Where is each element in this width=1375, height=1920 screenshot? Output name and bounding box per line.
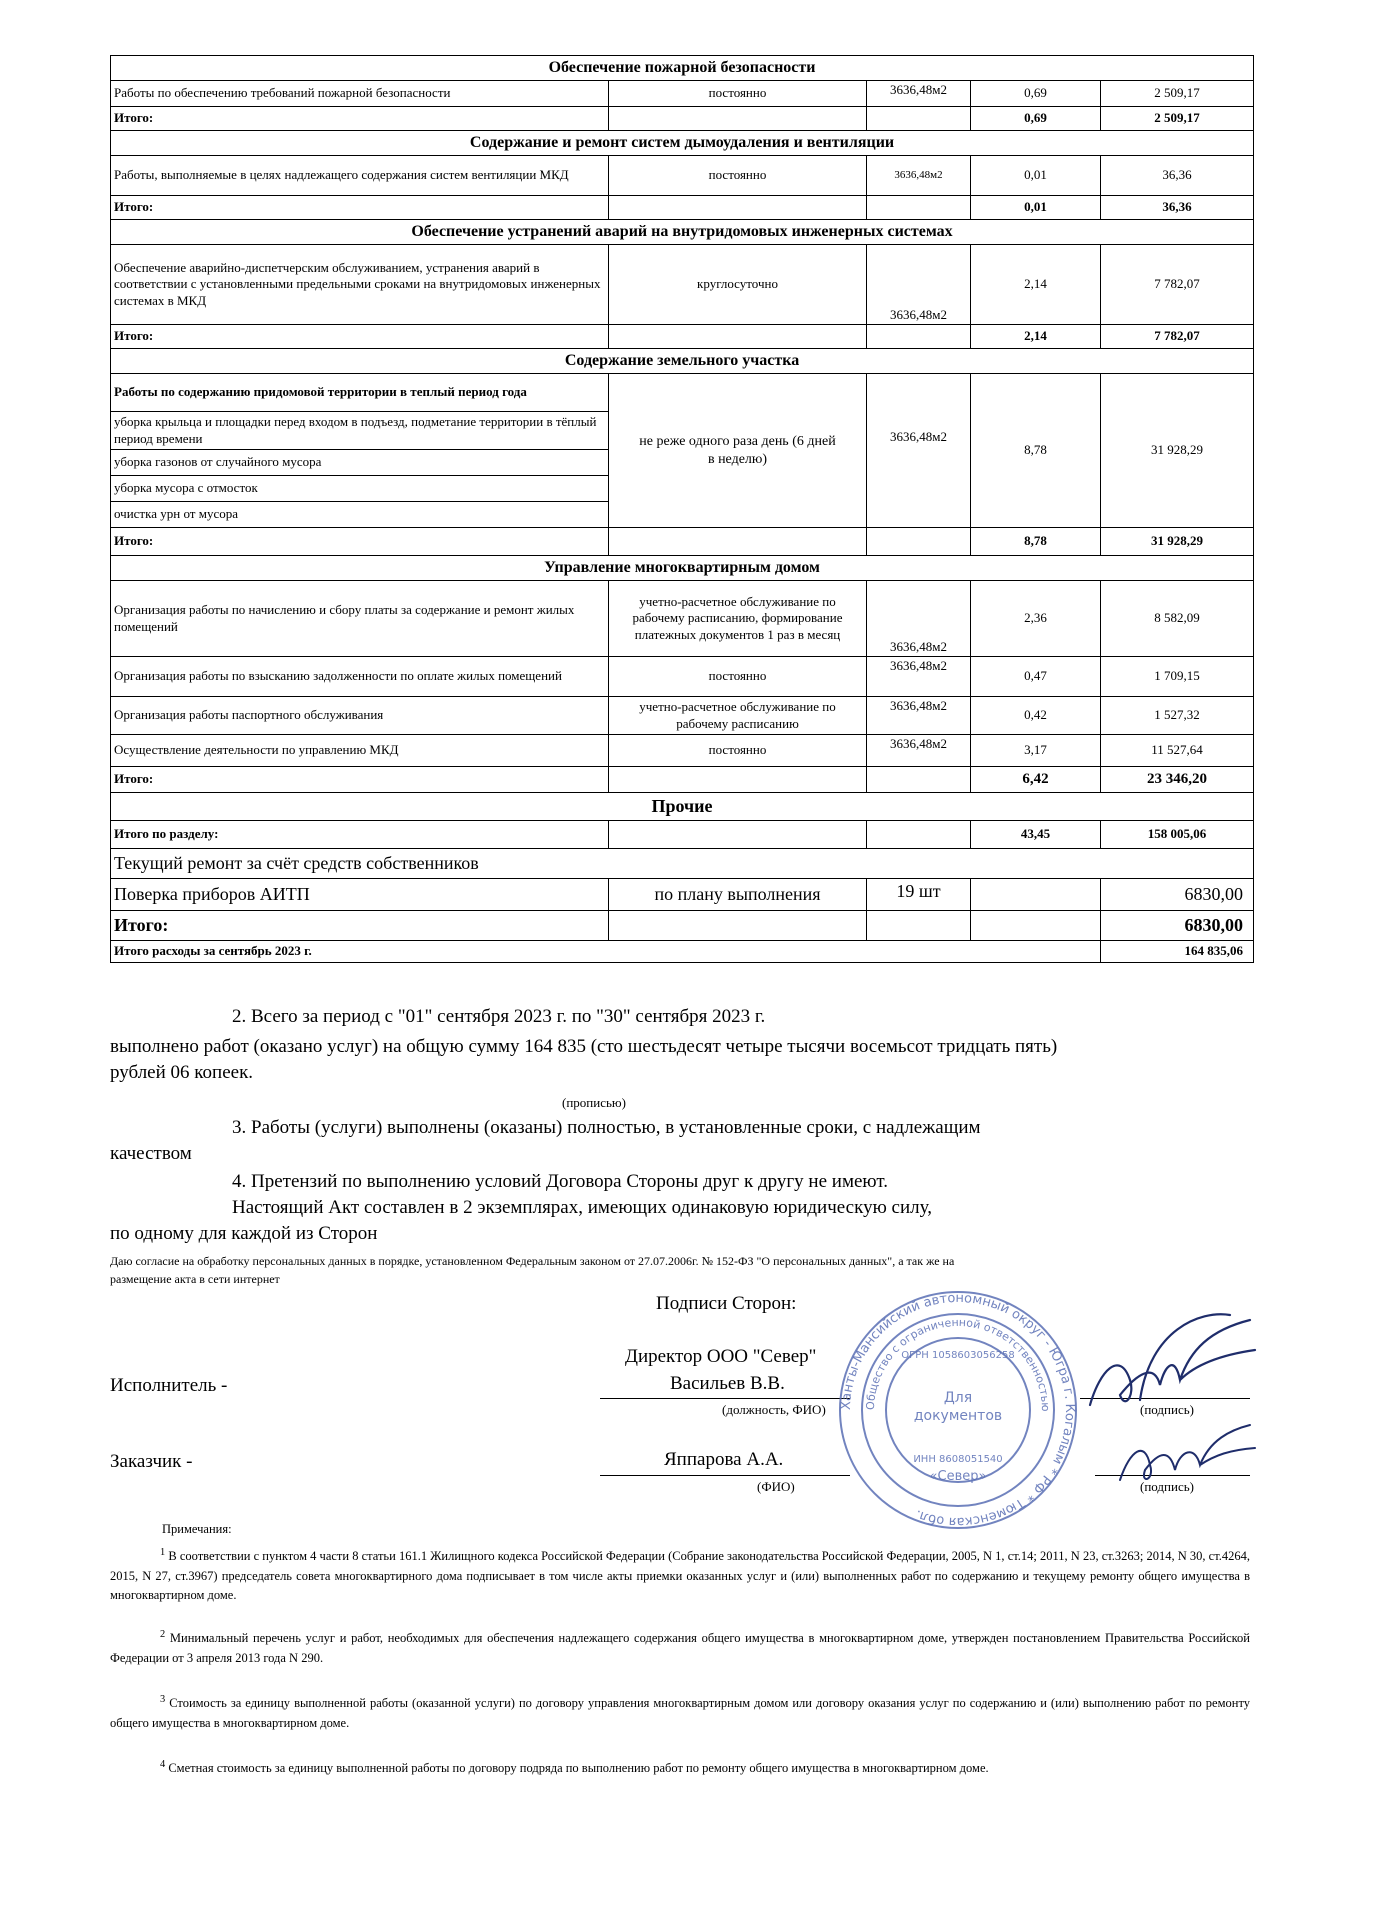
note-4-text: Сметная стоимость за единицу выполненной работы по договору подряда по выполнению работ по ремонту общего имущества в многоквартирном доме. (168, 1761, 989, 1776)
stamp-name: «Север» (929, 1469, 987, 1484)
mgmt-row-2-area: 3636,48м2 (867, 697, 971, 735)
land-row-3: уборка мусора с отмосток (111, 476, 609, 502)
p2-line2: выполнено работ (оказано услуг) на общую сумму 164 835 (сто шестьдесят четыре тысячи восемьсот тридцать пять) (110, 1036, 1058, 1057)
services-table (110, 55, 1254, 963)
mgmt-row-0-area: 3636,48м2 (867, 581, 971, 657)
repair-row-freq: по плану выполнения (609, 878, 867, 910)
month-total-sum: 164 835,06 (1101, 940, 1254, 962)
repair-total-sum: 6830,00 (1101, 910, 1254, 940)
stamp-outer-text: Ханты-Мансийский автономный округ - Югра г. Когалым * РФ * Тюменская обл. (838, 1290, 1078, 1530)
propisyu-caption: (прописью) (562, 1095, 626, 1110)
executor-sign-caption: (подпись) (1140, 1402, 1194, 1417)
section-total-label: Итого по разделу: (111, 820, 609, 848)
executor-name: Васильев В.В. (670, 1373, 785, 1394)
mgmt-total-rate: 6,42 (971, 767, 1101, 793)
emerg-row-freq: круглосуточно (609, 245, 867, 325)
vent-total-label: Итого: (111, 196, 609, 220)
section-total-rate: 43,45 (971, 820, 1101, 848)
note-3-text: Стоимость за единицу выполненной работы (оказанной услуги) по договору управления многоквартирным домом или договору оказания услуг по содержанию и (или) выполнению работ по ремонту общего имущества в многоквартирном доме. (110, 1696, 1251, 1730)
section-mgmt-title: Управление многоквартирным домом (111, 556, 1254, 581)
mgmt-total-label: Итого: (111, 767, 609, 793)
executor-label: Исполнитель - (110, 1375, 228, 1396)
vent-row-rate: 0,01 (971, 156, 1101, 196)
customer-name-line (600, 1475, 850, 1476)
mgmt-row-3-freq: постоянно (609, 735, 867, 767)
repair-total-label: Итого: (111, 910, 609, 940)
mgmt-row-1-rate: 0,47 (971, 657, 1101, 697)
mgmt-row-0-freq: учетно-расчетное обслуживание по рабочему расписанию, формирование платежных документов 1 раз в месяц (609, 581, 867, 657)
land-row-4: очистка урн от мусора (111, 502, 609, 528)
mgmt-total-sum: 23 346,20 (1101, 767, 1254, 793)
emerg-total-rate: 2,14 (971, 325, 1101, 349)
note-3-mark: 3 (160, 1694, 166, 1705)
customer-label: Заказчик - (110, 1451, 193, 1472)
land-freq: не реже одного раза день (6 дней в неделю) (609, 374, 867, 528)
note-1-mark: 1 (160, 1547, 166, 1558)
note-4-mark: 4 (160, 1759, 166, 1770)
customer-name: Яппарова А.А. (664, 1449, 784, 1470)
stamp-inn: ИНН 8608051540 (913, 1454, 1003, 1465)
stamp-inner-text: Общество с ограниченной ответственностью (863, 1315, 1053, 1412)
land-sum: 31 928,29 (1101, 374, 1254, 528)
stamp-center-line1: Для (943, 1390, 973, 1406)
emerg-row-sum: 7 782,07 (1101, 245, 1254, 325)
land-row-1: уборка крыльца и площадки перед входом в подъезд, подметание территории в тёплый период времени (111, 412, 609, 450)
vent-row-area: 3636,48м2 (867, 156, 971, 196)
month-total-label: Итого расходы за сентябрь 2023 г. (111, 940, 1101, 962)
emerg-row-rate: 2,14 (971, 245, 1101, 325)
section-total-sum: 158 005,06 (1101, 820, 1254, 848)
section-vent-title: Содержание и ремонт систем дымоудаления и вентиляции (111, 131, 1254, 156)
land-row-0: Работы по содержанию придомовой территории в теплый период года (111, 374, 609, 412)
fire-row-name: Работы по обеспечению требований пожарной безопасности (111, 81, 609, 107)
mgmt-row-1-sum: 1 709,15 (1101, 657, 1254, 697)
executor-signature-icon (1080, 1310, 1270, 1420)
emerg-total-sum: 7 782,07 (1101, 325, 1254, 349)
mgmt-row-2-rate: 0,42 (971, 697, 1101, 735)
p5-line1: Настоящий Акт составлен в 2 экземплярах, имеющих одинаковую юридическую силу, (232, 1197, 932, 1218)
customer-sign-caption: (подпись) (1140, 1479, 1194, 1494)
p3-line1: 3. Работы (услуги) выполнены (оказаны) полностью, в установленные сроки, с надлежащим (232, 1117, 981, 1138)
executor-caption: (должность, ФИО) (722, 1402, 826, 1417)
repair-row-qty: 19 шт (867, 878, 971, 910)
p4: 4. Претензий по выполнению условий Договора Стороны друг к другу не имеют. (232, 1171, 888, 1192)
mgmt-row-0-rate: 2,36 (971, 581, 1101, 657)
notes-heading: Примечания: (162, 1522, 232, 1536)
stamp-center-line2: документов (913, 1408, 1003, 1424)
note-1-text: В соответствии с пунктом 4 части 8 статьи 161.1 Жилищного кодекса Российской Федерации (Собрание законодательства Российской Федерации, 2005, N 1, ст.14; 2011, N 23, ст.3263; 2014, N 30, ст.4264, 2015, N 27, ст.3967) председатель совета многоквартирного дома подписывает в том числе акты приемки оказанных услуг и (или) выполненных работ по содержанию и текущему ремонту общего имущества в многоквартирном доме. (110, 1549, 1250, 1602)
fire-row-rate: 0,69 (971, 81, 1101, 107)
company-stamp-icon (838, 1290, 1078, 1530)
note-3 (110, 1692, 1250, 1733)
section-fire-title: Обеспечение пожарной безопасности (111, 56, 1254, 81)
emerg-row-area: 3636,48м2 (867, 245, 971, 325)
mgmt-row-3-area: 3636,48м2 (867, 735, 971, 767)
land-total-label: Итого: (111, 528, 609, 556)
emerg-total-label: Итого: (111, 325, 609, 349)
fire-total-label: Итого: (111, 107, 609, 131)
stamp-ogrn: ОГРН 1058603056258 (901, 1350, 1015, 1361)
section-land-title: Содержание земельного участка (111, 349, 1254, 374)
signatures-title: Подписи Сторон: (656, 1293, 797, 1314)
mgmt-row-3-rate: 3,17 (971, 735, 1101, 767)
fire-row-area: 3636,48м2 (867, 81, 971, 107)
fire-row-freq: постоянно (609, 81, 867, 107)
mgmt-row-1-freq: постоянно (609, 657, 867, 697)
land-total-sum: 31 928,29 (1101, 528, 1254, 556)
note-4 (110, 1757, 1250, 1779)
note-2-text: Минимальный перечень услуг и работ, необходимых для обеспечения надлежащего содержания общего имущества в многоквартирном доме, утвержден постановлением Правительства Российской Федерации от 3 апреля 2013 года N 290. (110, 1631, 1250, 1665)
consent-line1: Даю согласие на обработку персональных данных в порядке, установленном Федеральным законом от 27.07.2006г. № 152-ФЗ "О персональных данных", а так же на (110, 1254, 955, 1268)
land-row-2: уборка газонов от случайного мусора (111, 450, 609, 476)
note-1 (110, 1545, 1250, 1605)
fire-total-sum: 2 509,17 (1101, 107, 1254, 131)
repair-row-name: Поверка приборов АИТП (111, 878, 609, 910)
mgmt-row-0-name: Организация работы по начислению и сбору платы за содержание и ремонт жилых помещений (111, 581, 609, 657)
vent-total-sum: 36,36 (1101, 196, 1254, 220)
land-rate: 8,78 (971, 374, 1101, 528)
land-area: 3636,48м2 (867, 374, 971, 528)
note-2-mark: 2 (160, 1629, 166, 1640)
mgmt-row-3-name: Осуществление деятельности по управлению МКД (111, 735, 609, 767)
mgmt-row-0-sum: 8 582,09 (1101, 581, 1254, 657)
executor-name-line (600, 1398, 850, 1399)
p3-line2: качеством (110, 1143, 192, 1164)
customer-signature-icon (1110, 1420, 1260, 1495)
mgmt-row-1-area: 3636,48м2 (867, 657, 971, 697)
vent-total-rate: 0,01 (971, 196, 1101, 220)
mgmt-row-3-sum: 11 527,64 (1101, 735, 1254, 767)
vent-row-name: Работы, выполняемые в целях надлежащего содержания систем вентиляции МКД (111, 156, 609, 196)
vent-row-freq: постоянно (609, 156, 867, 196)
land-total-rate: 8,78 (971, 528, 1101, 556)
section-emerg-title: Обеспечение устранений аварий на внутридомовых инженерных системах (111, 220, 1254, 245)
p2-line1: 2. Всего за период с "01" сентября 2023 г. по "30" сентября 2023 г. (232, 1006, 766, 1027)
section-other-title: Прочие (111, 793, 1254, 821)
customer-caption: (ФИО) (757, 1479, 795, 1494)
executor-position: Директор ООО "Север" (625, 1346, 817, 1367)
p5-line2: по одному для каждой из Сторон (110, 1223, 378, 1244)
mgmt-row-2-name: Организация работы паспортного обслуживания (111, 697, 609, 735)
repair-row-sum: 6830,00 (1101, 878, 1254, 910)
mgmt-row-2-freq: учетно-расчетное обслуживание по рабочему расписанию (609, 697, 867, 735)
vent-row-sum: 36,36 (1101, 156, 1254, 196)
consent-line2: размещение акта в сети интернет (110, 1272, 280, 1286)
repair-title: Текущий ремонт за счёт средств собственников (111, 848, 1254, 878)
p2-line3: рублей 06 копеек. (110, 1062, 254, 1083)
fire-row-sum: 2 509,17 (1101, 81, 1254, 107)
mgmt-row-2-sum: 1 527,32 (1101, 697, 1254, 735)
mgmt-row-1-name: Организация работы по взысканию задолженности по оплате жилых помещений (111, 657, 609, 697)
fire-total-rate: 0,69 (971, 107, 1101, 131)
note-2 (110, 1627, 1250, 1668)
emerg-row-name: Обеспечение аварийно-диспетчерским обслуживанием, устранения аварий в соответствии с установленными предельными сроками на внутридомовых инженерных системах в МКД (111, 245, 609, 325)
